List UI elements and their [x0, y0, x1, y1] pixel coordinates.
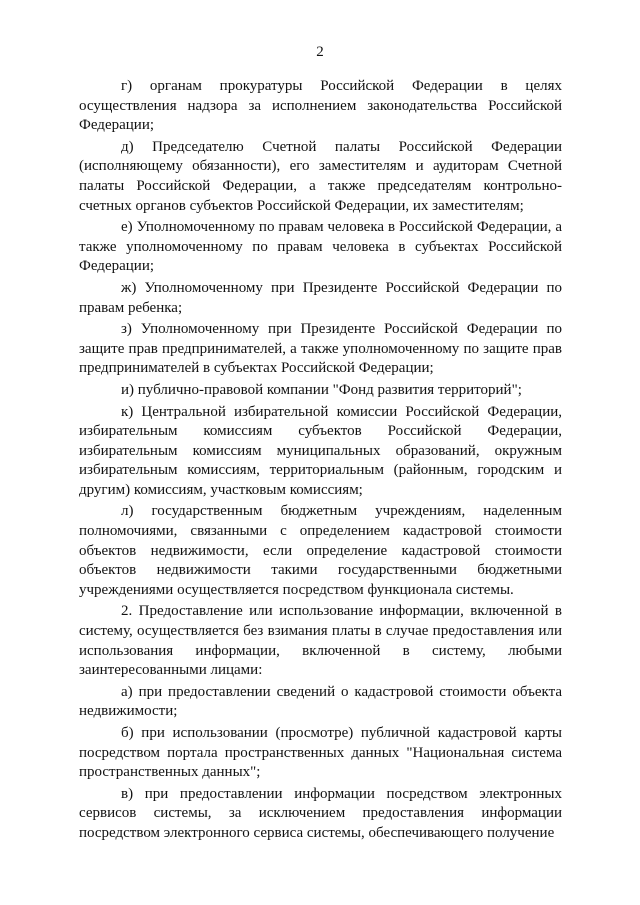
paragraph-g: г) органам прокуратуры Российской Федерации в целях осуществления надзора за исполнением законодательства Российской Федерации; [79, 78, 562, 134]
paragraph-l: л) государственным бюджетным учреждениям, наделенным полномочиями, связанными с определением кадастровой стоимости объектов недвижимости, если определение кадастровой стоимости объектов недвижимости такими государственными бюджетными учреждениями осуществляется посредством функционала системы. [79, 503, 562, 598]
paragraph-e: е) Уполномоченному по правам человека в Российской Федерации, а также уполномоченному по правам человека в субъектах Российской Федерации; [79, 219, 562, 275]
paragraph-k: к) Центральной избирательной комиссии Российской Федерации, избирательным комиссиям субъектов Российской Федерации, избирательным комиссиям муниципальных образований, окружным избирательным комиссиям, территориальным (районным, городским и другим) комиссиям, участковым комиссиям; [79, 403, 562, 498]
paragraph-b: б) при использовании (просмотре) публичной кадастровой карты посредством портала пространственных данных "Национальная система пространственных данных"; [79, 725, 562, 781]
paragraph-zh: ж) Уполномоченному при Президенте Российской Федерации по правам ребенка; [79, 279, 562, 316]
document-body [79, 77, 562, 846]
paragraph-d: д) Председателю Счетной палаты Российской Федерации (исполняющему обязанности), его заместителям и аудиторам Счетной палаты Российской Федерации, а также председателям контрольно-счетных органов субъектов Российской Федерации, их заместителям; [79, 138, 562, 214]
page-number: 2 [316, 44, 324, 60]
paragraph-i: и) публично-правовой компании "Фонд развития территорий"; [121, 381, 522, 398]
paragraph-v: в) при предоставлении информации посредством электронных сервисов системы, за исключением предоставления информации посредством электронного сервиса системы, обеспечивающего получение [79, 785, 562, 841]
paragraph-a: а) при предоставлении сведений о кадастровой стоимости объекта недвижимости; [79, 683, 562, 720]
paragraph-z: з) Уполномоченному при Президенте Российской Федерации по защите прав предпринимателей, а также уполномоченному по защите прав предпринимателей в субъектах Российской Федерации; [79, 321, 562, 377]
paragraph-2: 2. Предоставление или использование информации, включенной в систему, осуществляется без взимания платы в случае предоставления или использования информации, включенной в систему, любыми заинтересованными лицами: [79, 603, 562, 679]
